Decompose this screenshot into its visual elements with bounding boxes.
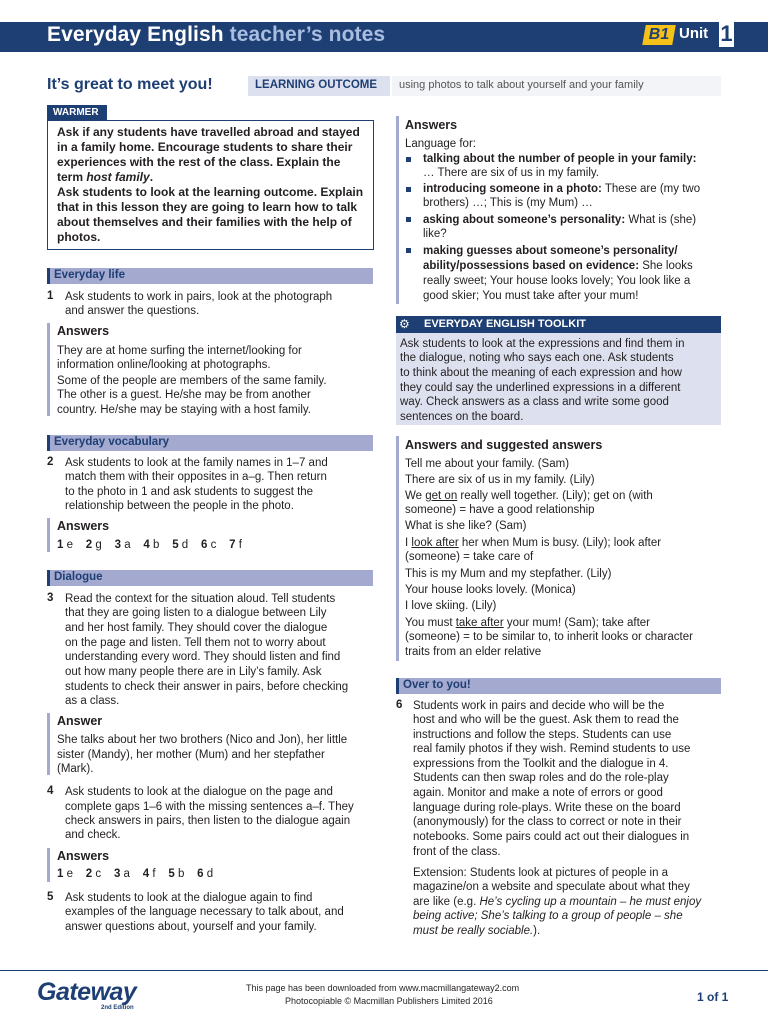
answer-line: The other is a guest. He/she may be from another [57,389,311,401]
answer-pairs: 1 e 2 g 3 a 4 b 5 d 6 c 7 f [57,539,242,551]
step-text: understanding every word. They should listen and find [65,651,341,663]
step-text: language during role-plays. Write these on the board [413,802,681,814]
footer-download-note: This page has been downloaded from www.macmillangateway2.com [246,983,520,993]
answers-intro: Language for: [405,138,476,150]
warmer-line: in a family home. Encourage students to share their [57,140,353,154]
answer-line: (someone) = to be similar to, to inherit looks or character [405,631,693,643]
step-text: Ask students to look at the dialogue again to find [65,892,313,904]
step-text: examples of the language necessary to talk about, and [65,906,344,918]
step-text: front of the class. [413,846,501,858]
answer-line: We get on really well together. (Lily); get on (with [405,490,653,502]
answer-accent [47,713,50,775]
warmer-line: Ask students to look at the learning outcome. Explain [57,185,364,199]
step-text: and check. [65,829,121,841]
step-text: Ask students to work in pairs, look at the photograph [65,291,333,303]
outcome-text: using photos to talk about yourself and your family [399,79,644,91]
bullet-icon [406,248,411,253]
footer-copyright: Photocopiable © Macmillan Publishers Limited 2016 [285,996,493,1006]
step-number: 5 [47,891,54,903]
step-text: as a class. [65,695,120,707]
bullet-icon [406,187,411,192]
step-text: match them with their opposites in a–g. Then return [65,471,327,483]
answer-item: talking about the number of people in your family: [423,153,697,165]
footer-divider [0,970,768,971]
warmer-tag: WARMER [47,105,107,120]
step-text: on the page and listen. Tell them not to worry about [65,637,326,649]
bullet-icon [406,157,411,162]
answer-line: traits from an elder relative [405,646,542,658]
step-text: real family photos if they wish. Remind students to use [413,743,691,755]
step-text: instructions and follow the steps. Students can use [413,729,672,741]
gear-icon: ⚙ [399,317,410,331]
answer-line: She talks about her two brothers (Nico and Jon), her little [57,734,348,746]
toolkit-line: the dialogue, noting who says each one. Ask students [400,352,674,364]
answer-item: brothers) …; This is (my Mum) … [423,197,593,209]
answer-item: … There are six of us in my family. [423,167,599,179]
step-text: (anonymously) for the class to correct or note in their [413,816,682,828]
step-text: again. Monitor and make a note of errors or good [413,787,663,799]
lesson-title: It’s great to meet you! [47,76,213,93]
step-number: 3 [47,592,54,604]
answers-heading: Answers and suggested answers [405,438,603,452]
step-number: 4 [47,785,54,797]
step-text: answer questions about, yourself and your family. [65,921,317,933]
toolkit-line: sentences on the board. [400,411,524,423]
toolkit-line: they could say the underlined expressions in a different [400,382,681,394]
warmer-line: photos. [57,230,101,244]
answer-line: sister (Mandy), her mother (Mum) and her stepfather [57,749,325,761]
answer-line: (someone) = take care of [405,551,534,563]
step-text: notebooks. Some pairs could act out their dialogues in [413,831,690,843]
section-bar-dialogue: Dialogue [47,570,373,586]
warmer-line: that in this lesson they are going to learn how to talk [57,200,358,214]
step-text: Read the context for the situation aloud. Tell students [65,593,336,605]
answer-item: making guesses about someone’s personality/ [423,245,678,257]
document-title: Everyday English teacher’s notes [47,23,386,46]
step-text: that they are going listen to a dialogue between Lily [65,607,327,619]
answer-line: This is my Mum and my stepfather. (Lily) [405,568,612,580]
extension-text: being active; She’s talking to a group of people – she [413,910,683,922]
warmer-line: Ask if any students have travelled abroad and stayed [57,125,360,139]
warmer-line: experiences with the rest of the class. Explain the [57,155,341,169]
answer-accent [47,323,50,416]
unit-number: 1 [720,21,733,46]
answer-accent [396,116,399,304]
step-text: relationship between the people in the photo. [65,500,294,512]
step-number: 1 [47,290,54,302]
warmer-line: about themselves and their families with the help of [57,215,352,229]
step-number: 2 [47,456,54,468]
answer-line: There are six of us in my family. (Lily) [405,474,595,486]
answer-accent [47,518,50,552]
step-text: Students work in pairs and decide who will be the [413,700,665,712]
section-bar-over-to-you: Over to you! [396,678,721,694]
answers-heading: Answers [405,118,458,132]
step-text: and her host family. They should cover the dialogue [65,622,328,634]
step-text: Ask students to look at the family names in 1–7 and [65,457,328,469]
toolkit-line: Ask students to look at the expressions and find them in [400,338,685,350]
step-text: Ask students to look at the dialogue on the page and [65,786,333,798]
toolkit-line: way. Check answers as a class and write some good [400,396,669,408]
section-bar-everyday-life: Everyday life [47,268,373,284]
answer-item: introducing someone in a photo: These are (my two [423,183,701,195]
answer-accent [396,436,399,661]
answer-item: really sweet; Your house looks lovely; You look like a [423,275,691,287]
page-number: 1 of 1 [697,990,729,1004]
step-text: out how many people there are in Lily’s family. Ask [65,666,322,678]
bullet-icon [406,217,411,222]
step-text: Students can then swap roles and do the role-play [413,772,669,784]
extension-text: magazine/on a website and speculate about what they [413,881,690,893]
answer-line: You must take after your mum! (Sam); take after [405,617,651,629]
toolkit-line: to think about the meaning of each expression and how [400,367,682,379]
answer-item: asking about someone’s personality: What is (she) [423,214,697,226]
answer-heading: Answer [57,714,103,728]
answer-line: (Mark). [57,763,94,775]
answer-line: country. He/she may be staying with a host family. [57,404,311,416]
answer-line: Your house looks lovely. (Monica) [405,584,576,596]
answers-heading: Answers [57,519,110,533]
answer-line: I look after her when Mum is busy. (Lily); look after [405,537,662,549]
toolkit-label: EVERYDAY ENGLISH TOOLKIT [424,318,586,330]
warmer-line: term host family. [57,170,154,184]
answer-line: Tell me about your family. (Sam) [405,458,570,470]
answer-accent [47,848,50,882]
step-text: expressions from the Toolkit and the dialogue in 4. [413,758,669,770]
unit-label: Unit [679,25,709,42]
answer-line: Some of the people are members of the same family. [57,375,327,387]
outcome-label: LEARNING OUTCOME [255,79,378,91]
answers-heading: Answers [57,849,110,863]
step-number: 6 [396,699,403,711]
step-text: host and who will be the guest. Ask them to read the [413,714,679,726]
answer-line: I love skiing. (Lily) [405,600,497,612]
section-bar-vocabulary: Everyday vocabulary [47,435,373,451]
answers-heading: Answers [57,324,110,338]
step-text: complete gaps 1–6 with the missing sentences a–f. They [65,801,354,813]
edition-label: 2nd Edition [101,1005,134,1011]
step-text: and answer the questions. [65,305,200,317]
answer-item: good skier; You must take after your mum! [423,290,639,302]
extension-text: Extension: Students look at pictures of people in a [413,867,669,879]
answer-line: What is she like? (Sam) [405,520,527,532]
step-text: check answers in pairs, then listen to the dialogue again [65,815,351,827]
answer-line: someone) = have a good relationship [405,504,595,516]
answer-line: They are at home surfing the internet/looking for [57,345,302,357]
step-text: students to check their answer in pairs, before checking [65,681,349,693]
extension-text: are like (e.g. He’s cycling up a mountain – he must enjoy [413,896,702,908]
answer-line: information online/looking at photographs. [57,359,271,371]
extension-text: must be really sociable.). [413,925,541,937]
level-badge: B1 [642,25,676,45]
answer-item: ability/possessions based on evidence: She looks [423,260,693,272]
step-text: to the photo in 1 and ask students to suggest the [65,486,314,498]
answer-item: like? [423,228,447,240]
gateway-logo: Gateway [37,978,137,1006]
answer-pairs: 1 e 2 c 3 a 4 f 5 b 6 d [57,868,214,880]
